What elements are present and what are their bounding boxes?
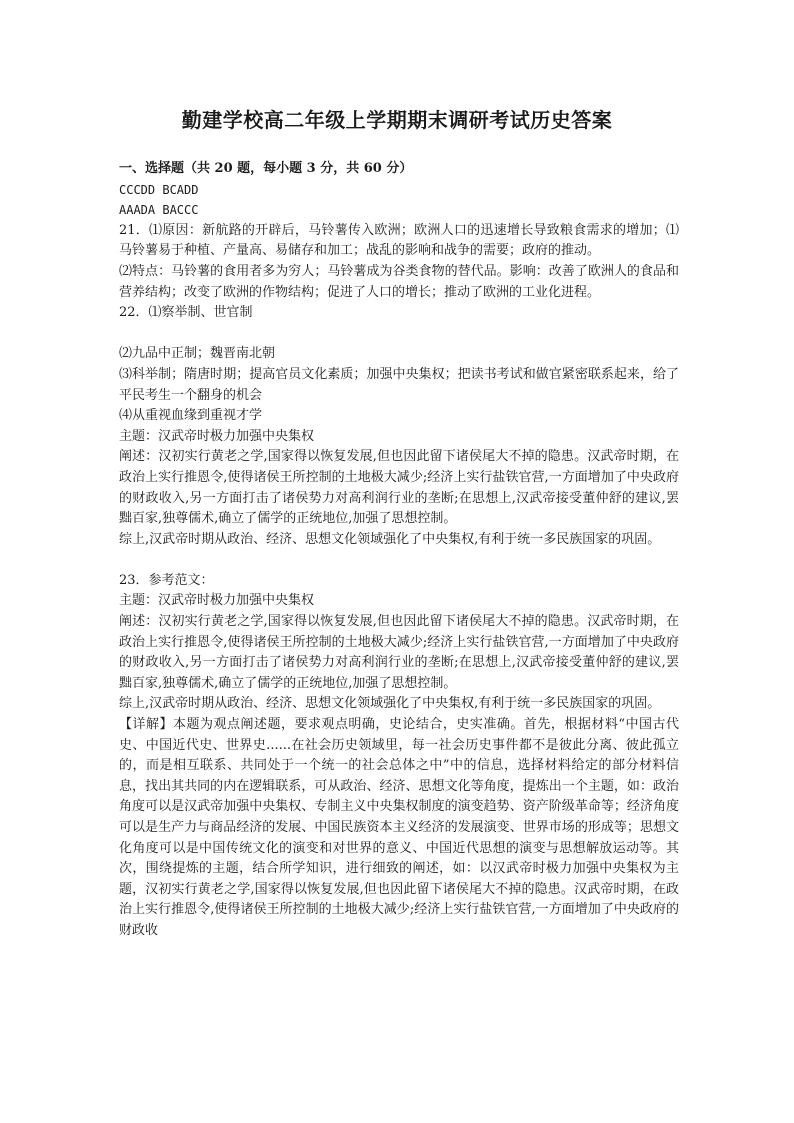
- choice-answers-11-20: AAADA BACCC: [119, 203, 199, 218]
- q22-paragraph: 主题：汉武帝时极力加强中央集权: [119, 428, 315, 444]
- blank-line: [119, 550, 679, 571]
- q22-paragraph: 阐述：汉初实行黄老之学,国家得以恢复发展,但也因此留下诸侯尾大不掉的隐患。汉武帝时期，在政治上实行推恩令,使得诸侯王所控制的土地极大减少;经济上实行盐铁官营,一方面增加了中央政府的财政收入,另一方面打击了诸侯势力对高利润行业的垄断;在思想上,汉武帝接受董仲舒的建议,罢黜百家,独尊儒术,确立了儒学的正统地位,加强了思想控制。: [119, 449, 679, 527]
- blank-line: [119, 324, 679, 345]
- q22-paragraph: ⑶科举制；隋唐时期；提高官员文化素质；加强中央集权；把读书考试和做官紧密联系起来，给了平民考生一个翻身的机会: [119, 366, 679, 403]
- q23-paragraph: 阐述：汉初实行黄老之学,国家得以恢复发展,但也因此留下诸侯尾大不掉的隐患。汉武帝时期，在政治上实行推恩令,使得诸侯王所控制的土地极大减少;经济上实行盐铁官营,一方面增加了中央政府的财政收入,另一方面打击了诸侯势力对高利润行业的垄断;在思想上,汉武帝接受董仲舒的建议,罢黜百家,独尊儒术,确立了儒学的正统地位,加强了思想控制。: [119, 614, 679, 691]
- q23-paragraph: 23．参考范文：: [119, 572, 214, 588]
- q21-paragraph: 21．⑴原因：新航路的开辟后，马铃薯传入欧洲；欧洲人口的迅速增长导致粮食需求的增加；⑴马铃薯易于种植、产量高、易储存和加工；战乱的影响和战争的需要；政府的推动。: [119, 222, 679, 259]
- q23-paragraph: 主题：汉武帝时极力加强中央集权: [119, 593, 315, 609]
- q22-paragraph: ⑷从重视血缘到重视才学: [119, 408, 263, 424]
- q22-paragraph: 22．⑴察举制、世官制: [119, 305, 253, 321]
- q22-paragraph: 综上,汉武帝时期从政治、经济、思想文化领域强化了中央集权,有利于统一多民族国家的巩固。: [119, 531, 661, 547]
- q23-paragraph: 综上,汉武帝时期从政治、经济、思想文化领域强化了中央集权,有利于统一多民族国家的巩固。: [119, 696, 661, 712]
- q21-paragraph: ⑵特点：马铃薯的食用者多为穷人；马铃薯成为谷类食物的替代品。影响：改善了欧洲人的食品和营养结构；改变了欧洲的作物结构；促进了人口的增长；推动了欧洲的工业化进程。: [119, 263, 679, 300]
- q22-paragraph: ⑵九品中正制；魏晋南北朝: [119, 346, 276, 362]
- choice-answers-1-10: CCCDD BCADD: [119, 182, 199, 197]
- q23-explanation: 【详解】本题为观点阐述题，要求观点明确，史论结合，史实准确。首先，根据材料“中国古代史、中国近代史、世界史......在社会历史领域里，每一社会历史事件都不是彼此分离、彼此孤立的，而是相互联系、共同处于一个统一的社会总体之中”中的信息，选择材料给定的部分材料信息，找出其共同的内在逻辑联系，可从政治、经济、思想文化等角度，提炼出一个主题，如：政治角度可以是汉武帝加强中央集权、专制主义中央集权制度的演变趋势、资产阶级革命等；经济角度可以是生产力与商品经济的发展、中国民族资本主义经济的发展演变、世界市场的形成等；思想文化角度可以是中国传统文化的演变和对世界的意义、中国近代思想的演变与思想解放运动等。其次，围绕提炼的主题，结合所学知识，进行细致的阐述，如：以汉武帝时极力加强中央集权为主题，汉初实行黄老之学,国家得以恢复发展,但也因此留下诸侯尾大不掉的隐患。汉武帝时期，在政治上实行推恩令,使得诸侯王所控制的土地极大减少;经济上实行盐铁官营,一方面增加了中央政府的财政收: [119, 717, 679, 938]
- answer-body: [119, 159, 679, 942]
- page-title: 勤建学校高二年级上学期期末调研考试历史答案: [181, 108, 613, 132]
- section-heading-choice: 一、选择题（共 20 题，每小题 3 分，共 60 分）: [119, 161, 413, 176]
